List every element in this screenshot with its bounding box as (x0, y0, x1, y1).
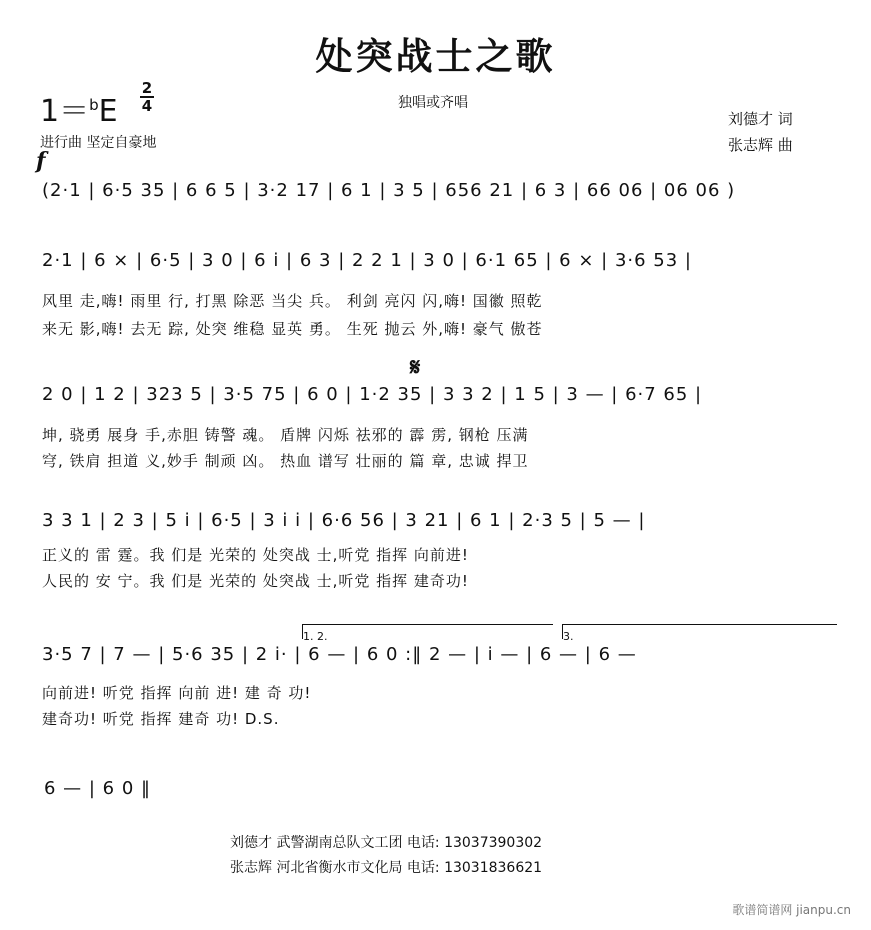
notation-line-1: (2·1 | 6·5 35 | 6 6 5 | 3·2 17 | 6 1 | 3 5 | 656 21 | 6 3 | 66 06 | 06 06 ) (42, 180, 736, 201)
site-watermark: 歌谱简谱网 jianpu.cn (732, 903, 851, 917)
volta-bracket-2 (562, 624, 837, 643)
lyrics-line-5b: 建奇功! 听党 指挥 建奇 功! D.S. (42, 710, 280, 728)
meter-bottom: 4 (141, 97, 153, 115)
meter-top: 2 (141, 79, 153, 97)
notation-line-2: 2·1 | 6 × | 6·5 | 3 0 | 6 i | 6 3 | 2 2 1 | 3 0 | 6·1 65 | 6 × | 3·6 53 | (42, 250, 692, 271)
volta-bracket-1 (302, 624, 553, 643)
performance-note: 独唱或齐唱 (398, 95, 468, 111)
footer-contact-2: 张志辉 河北省衡水市文化局 电话: 13031836621 (230, 860, 543, 876)
lyrics-line-2b: 来无 影,嗨! 去无 踪, 处突 维稳 显英 勇。 生死 抛云 外,嗨! 豪气 傲苍 (42, 320, 543, 338)
key-signature (40, 86, 118, 130)
key-base: 1＝ (40, 94, 90, 129)
lyrics-line-4a: 正义的 雷 霆。我 们是 光荣的 处突战 士,听党 指挥 向前进! (42, 546, 469, 564)
lyrics-line-5a: 向前进! 听党 指挥 向前 进! 建 奇 功! (42, 684, 312, 702)
composer: 张志辉 曲 (728, 136, 793, 154)
time-signature (140, 80, 154, 114)
notation-line-4: 3 3 1 | 2 3 | 5 i | 6·5 | 3 i i | 6·6 56 | 3 21 | 6 1 | 2·3 5 | 5 — | (42, 510, 646, 531)
volta-label-2: 3. (563, 630, 574, 643)
notation-line-5: 3·5 7 | 7 — | 5·6 35 | 2 i· | 6 — | 6 0 :‖ 2 — | i — | 6 — | 6 — (42, 644, 637, 665)
key-flat: b (89, 96, 99, 114)
lyrics-line-2a: 风里 走,嗨! 雨里 行, 打黑 除恶 当尖 兵。 利剑 亮闪 闪,嗨! 国徽 照乾 (42, 292, 543, 310)
song-title: 处突战士之歌 (315, 34, 556, 78)
volta-label-1: 1. 2. (303, 630, 328, 643)
key-note: E (98, 94, 118, 129)
footer-contact-1: 刘德才 武警湖南总队文工团 电话: 13037390302 (230, 835, 543, 851)
lyrics-line-3a: 坤, 骁勇 展身 手,赤胆 铸警 魂。 盾牌 闪烁 祛邪的 霹 雳, 钢枪 压满 (42, 426, 529, 444)
notation-line-3: 2 0 | 1 2 | 323 5 | 3·5 75 | 6 0 | 1·2 35 | 3 3 2 | 1 5 | 3 — | 6·7 65 | (42, 384, 703, 405)
dynamic-marking: f (36, 148, 46, 174)
lyricist: 刘德才 词 (728, 110, 793, 128)
segno-sign: 𝄋 (410, 352, 421, 381)
lyrics-line-3b: 穹, 铁肩 担道 义,妙手 制顽 凶。 热血 谱写 壮丽的 篇 章, 忠诚 捍卫 (42, 452, 529, 470)
lyrics-line-4b: 人民的 安 宁。我 们是 光荣的 处突战 士,听党 指挥 建奇功! (42, 572, 469, 590)
notation-line-6: 6 — | 6 0 ‖ (44, 778, 152, 799)
tempo-marking: 进行曲 坚定自豪地 (40, 135, 157, 151)
